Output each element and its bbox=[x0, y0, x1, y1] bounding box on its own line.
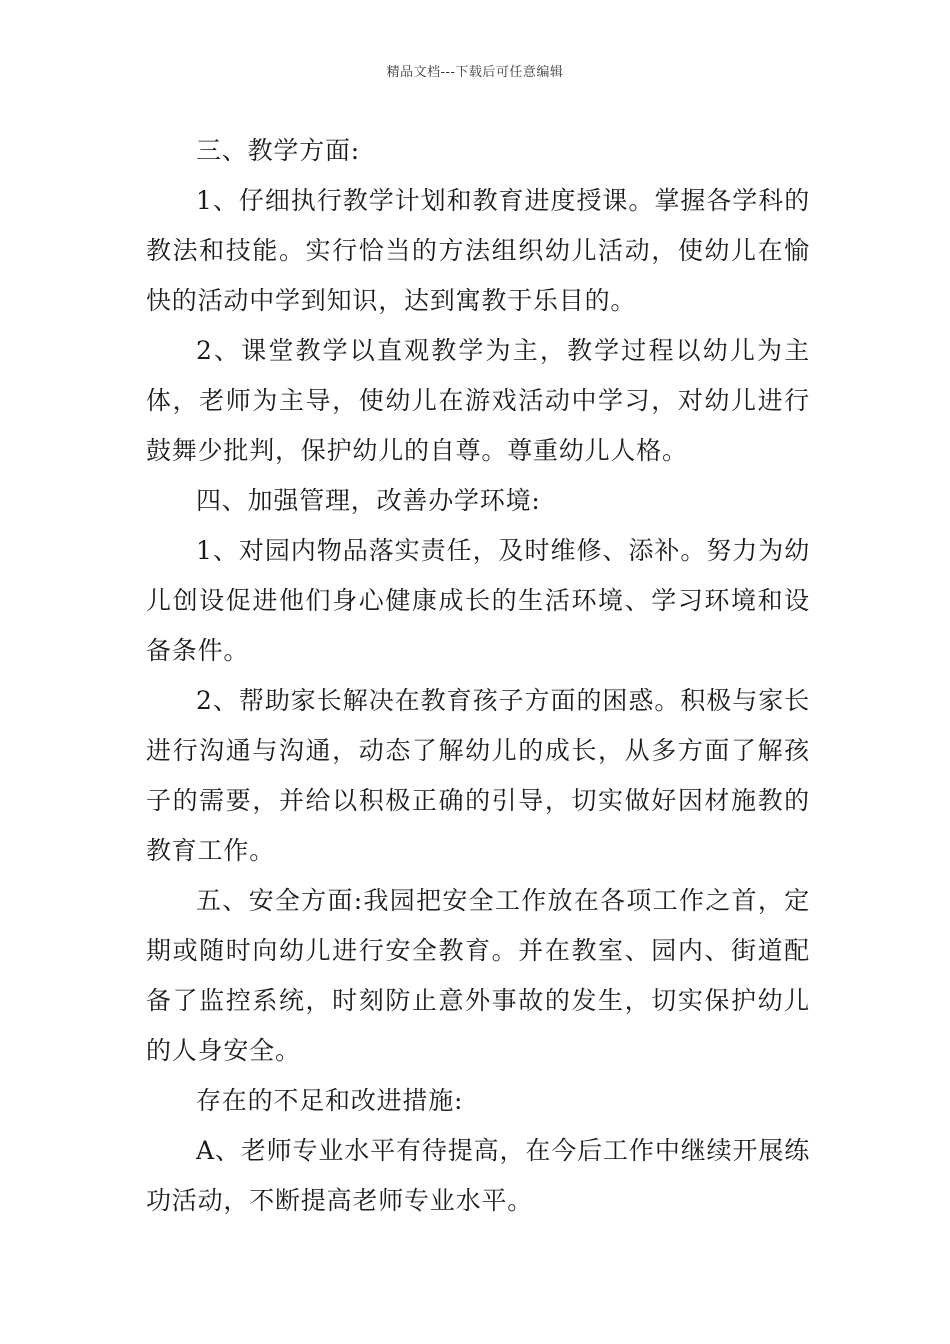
section-heading-management: 四、加强管理，改善办学环境: bbox=[196, 486, 541, 515]
paragraph-teacher-skills: A、老师专业水平有待提高，在今后工作中继续开展练功活动，不断提高老师专业水平。 bbox=[146, 1136, 810, 1215]
paragraph-classroom-teaching: 2、课堂教学以直观教学为主，教学过程以幼儿为主体，老师为主导，使幼儿在游戏活动中学习，对幼儿进行鼓舞少批判，保护幼儿的自尊。尊重幼儿人格。 bbox=[146, 336, 810, 465]
section-heading-shortcomings: 存在的不足和改进措施: bbox=[196, 1086, 464, 1115]
paragraph-safety: 五、安全方面:我园把安全工作放在各项工作之首，定期或随时向幼儿进行安全教育。并在教室、园内、街道配备了监控系统，时刻防止意外事故的发生，切实保护幼儿的人身安全。 bbox=[146, 886, 810, 1065]
paragraph-teaching-plan: 1、仔细执行教学计划和教育进度授课。掌握各学科的教法和技能。实行恰当的方法组织幼儿活动，使幼儿在愉快的活动中学到知识，达到寓教于乐目的。 bbox=[146, 186, 810, 315]
paragraph-parents: 2、帮助家长解决在教育孩子方面的困惑。积极与家长进行沟通与沟通，动态了解幼儿的成长，从多方面了解孩子的需要，并给以积极正确的引导，切实做好因材施教的教育工作。 bbox=[146, 686, 810, 865]
paragraph-facilities: 1、对园内物品落实责任，及时维修、添补。努力为幼儿创设促进他们身心健康成长的生活环境、学习环境和设备条件。 bbox=[146, 536, 810, 665]
page-header: 精品文档---下载后可任意编辑 bbox=[386, 65, 564, 80]
section-heading-teaching: 三、教学方面: bbox=[196, 136, 361, 165]
document-body bbox=[146, 126, 810, 1226]
